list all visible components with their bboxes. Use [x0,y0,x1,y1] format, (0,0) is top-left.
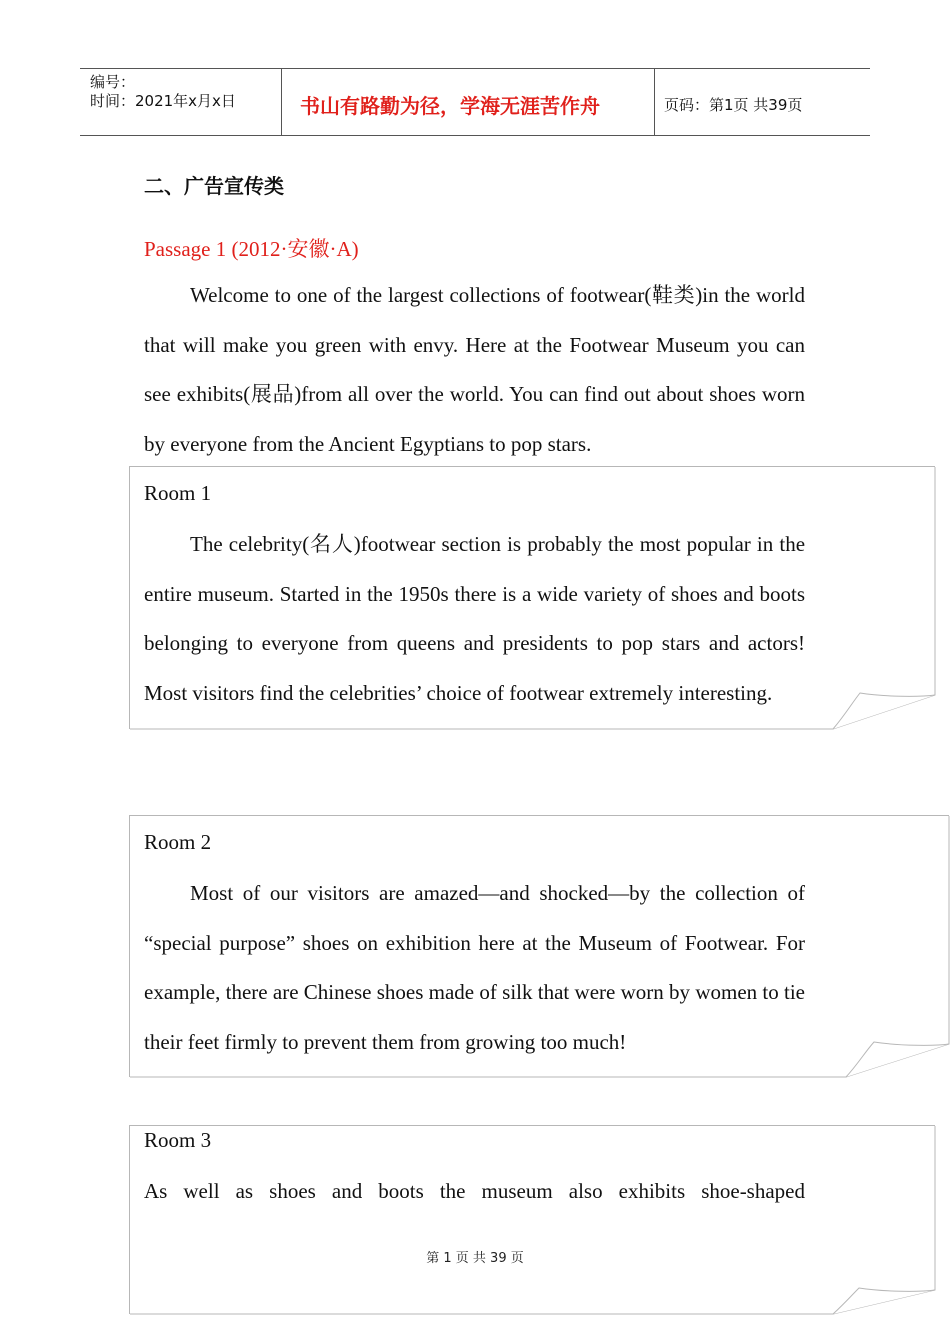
room-2-line: For example, there are Chinese shoes made of silk that were worn by [144,930,805,1005]
page-footer: 第 1 页 共 39 页 [426,1251,524,1266]
page-curl-decoration [130,1126,935,1314]
header-divider-right [654,68,655,136]
header-divider-left [281,68,282,136]
header-page-info: 页码：第1页 共39页 [664,96,803,114]
intro-line: shoes worn by everyone from the Ancient Egyptians to pop stars. [144,382,805,456]
room-2-paragraph [144,869,805,1067]
intro-line: you can see exhibits(展品)from all over the world. You can find out about [144,332,805,407]
intro-line: Welcome to one of the largest collections of footwear(鞋类)in the [190,283,751,307]
room-1-line: and boots belonging to everyone from queens and presidents to pop stars [144,581,805,656]
header-motto: 书山有路勤为径，学海无涯苦作舟 [300,94,600,118]
intro-line: world that will make you green with envy. Here at the Footwear Museum [144,283,805,357]
room-1-title: Room 1 [144,481,212,505]
intro-paragraph [144,271,805,469]
room-1-line: and actors! Most visitors find the celebrities’ choice of footwear [144,631,805,705]
room-2-line: “special purpose” shoes on exhibition here at the Museum of Footwear. [144,930,769,955]
passage-title: Passage 1 (2012·安徽·A) [144,237,359,261]
room-3-box [129,1125,935,1314]
header-top-rule [80,68,870,69]
section-title: 二、广告宣传类 [144,174,284,198]
room-3-paragraph [144,1167,805,1217]
room-3-line: As well as shoes and boots the museum also exhibits shoe-shaped [144,1179,805,1203]
room-2-title: Room 2 [144,830,212,854]
room-1-line: extremely interesting. [589,680,773,705]
header-serial-label: 编号： [90,73,136,91]
room-1-line: the entire museum. Started in the 1950s there is a wide variety of shoes [144,532,806,606]
header-time-label: 时间：2021年x月x日 [90,92,236,110]
room-1-line: The celebrity(名人)footwear section is probably the most popular in [190,532,774,556]
room-2-line: Most of our visitors are amazed—and shocked—by the collection of [190,881,805,905]
header-bottom-rule [80,135,870,136]
room-3-title: Room 3 [144,1128,212,1152]
room-2-line: women to tie their feet firmly to prevent them from growing too much! [144,980,805,1054]
room-1-paragraph [144,520,805,718]
